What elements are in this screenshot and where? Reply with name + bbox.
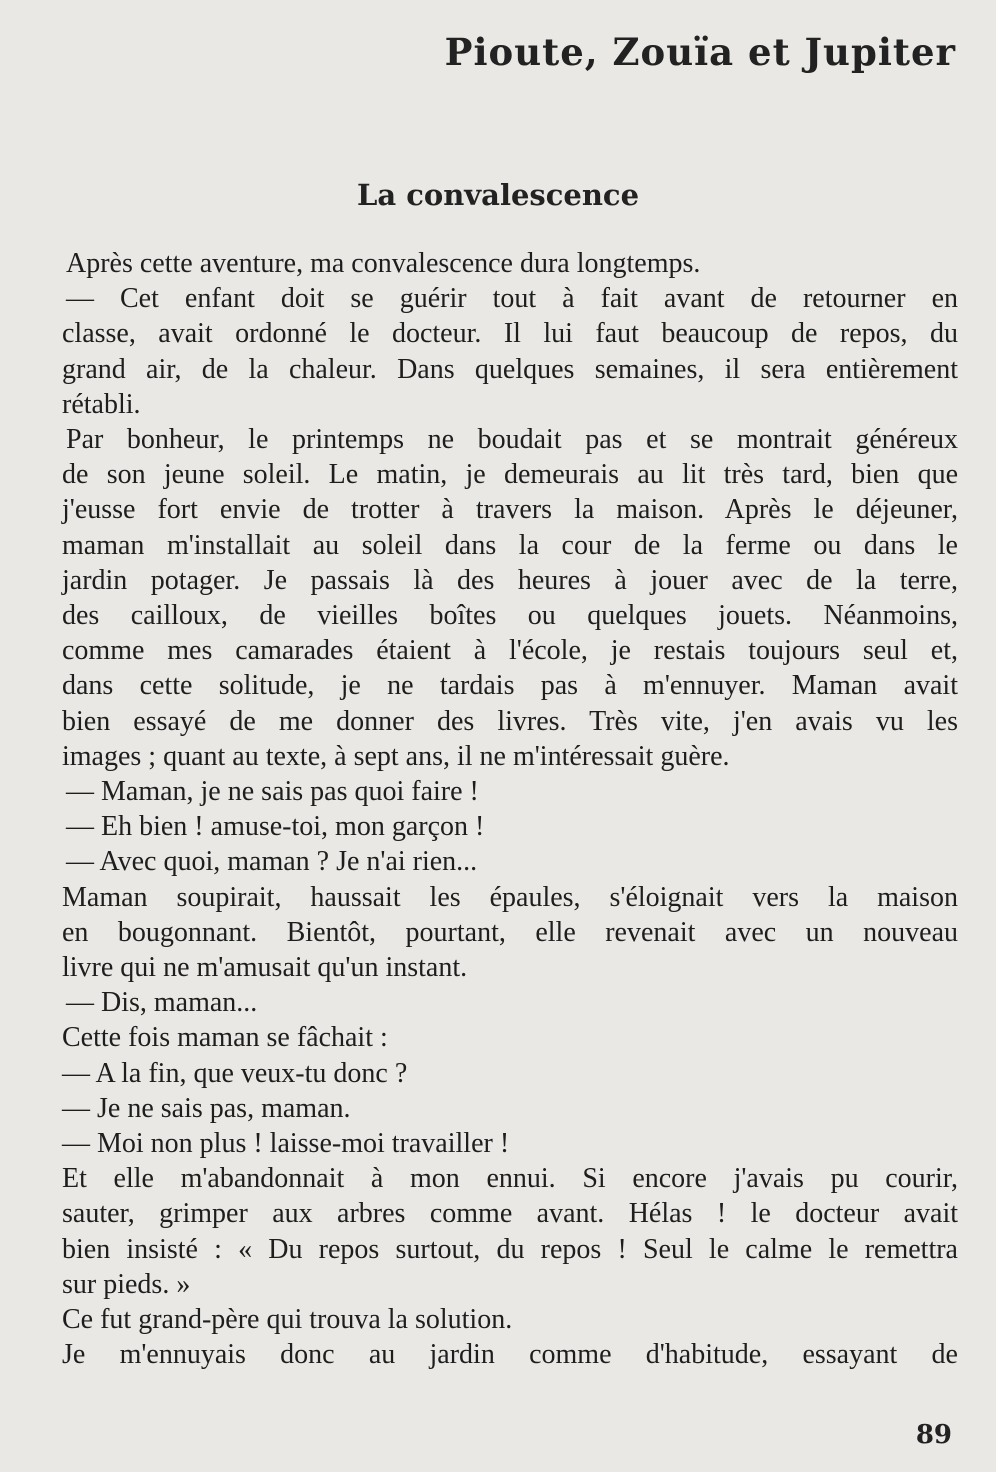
text-line: jardin potager. Je passais là des heures à jouer avec de la terre, [62,564,958,596]
running-head: Pioute, Zouïa et Jupiter [444,30,956,74]
text-line: de son jeune soleil. Le matin, je demeurais au lit très tard, bien que [62,459,958,491]
text-line: bien essayé de me donner des livres. Très vite, j'en avais vu les [62,705,958,737]
text-line: des cailloux, de vieilles boîtes ou quelques jouets. Néanmoins, [62,600,958,632]
text-line: — Maman, je ne sais pas quoi faire ! [66,776,479,808]
text-line: Ce fut grand-père qui trouva la solution. [62,1304,513,1336]
text-line: Maman soupirait, haussait les épaules, s'éloignait vers la maison [62,881,958,913]
text-line: maman m'installait au soleil dans la cour de la ferme ou dans le [62,529,958,561]
text-line: rétabli. [62,388,141,420]
text-line: Après cette aventure, ma convalescence dura longtemps. [66,248,701,279]
text-line: sur pieds. » [62,1268,191,1300]
chapter-title: La convalescence [356,178,640,212]
text-line: Je m'ennuyais donc au jardin comme d'habitude, essayant de [62,1339,958,1371]
text-line: Par bonheur, le printemps ne boudait pas et se montrait généreux [66,424,958,456]
text-line: dans cette solitude, je ne tardais pas à m'ennuyer. Maman avait [62,670,958,702]
text-line: — Dis, maman... [66,987,258,1019]
text-line: Et elle m'abandonnait à mon ennui. Si encore j'avais pu courir, [62,1163,958,1195]
text-line: — Je ne sais pas, maman. [62,1092,351,1124]
text-line: grand air, de la chaleur. Dans quelques semaines, il sera entièrement [62,353,958,385]
text-line: Cette fois maman se fâchait : [62,1022,388,1054]
text-line: — Eh bien ! amuse-toi, mon garçon ! [66,811,485,843]
text-line: classe, avait ordonné le docteur. Il lui faut beaucoup de repos, du [62,318,958,350]
text-line: images ; quant au texte, à sept ans, il ne m'intéressait guère. [62,740,730,772]
page-number: 89 [915,1420,952,1450]
text-line: livre qui ne m'amusait qu'un instant. [62,952,468,984]
text-line: — Avec quoi, maman ? Je n'ai rien... [66,846,478,878]
body-text [62,246,958,1373]
text-line: — A la fin, que veux-tu donc ? [62,1057,408,1089]
text-line: j'eusse fort envie de trotter à travers la maison. Après le déjeuner, [62,494,958,526]
text-line: — Moi non plus ! laisse-moi travailler ! [62,1128,510,1160]
text-line: bien insisté : « Du repos surtout, du repos ! Seul le calme le remettra [62,1233,958,1265]
text-line: — Cet enfant doit se guérir tout à fait avant de retourner en [66,283,958,315]
text-line: comme mes camarades étaient à l'école, je restais toujours seul et, [62,635,958,667]
text-line: en bougonnant. Bientôt, pourtant, elle revenait avec un nouveau [62,916,958,948]
text-line: sauter, grimper aux arbres comme avant. Hélas ! le docteur avait [62,1198,958,1230]
